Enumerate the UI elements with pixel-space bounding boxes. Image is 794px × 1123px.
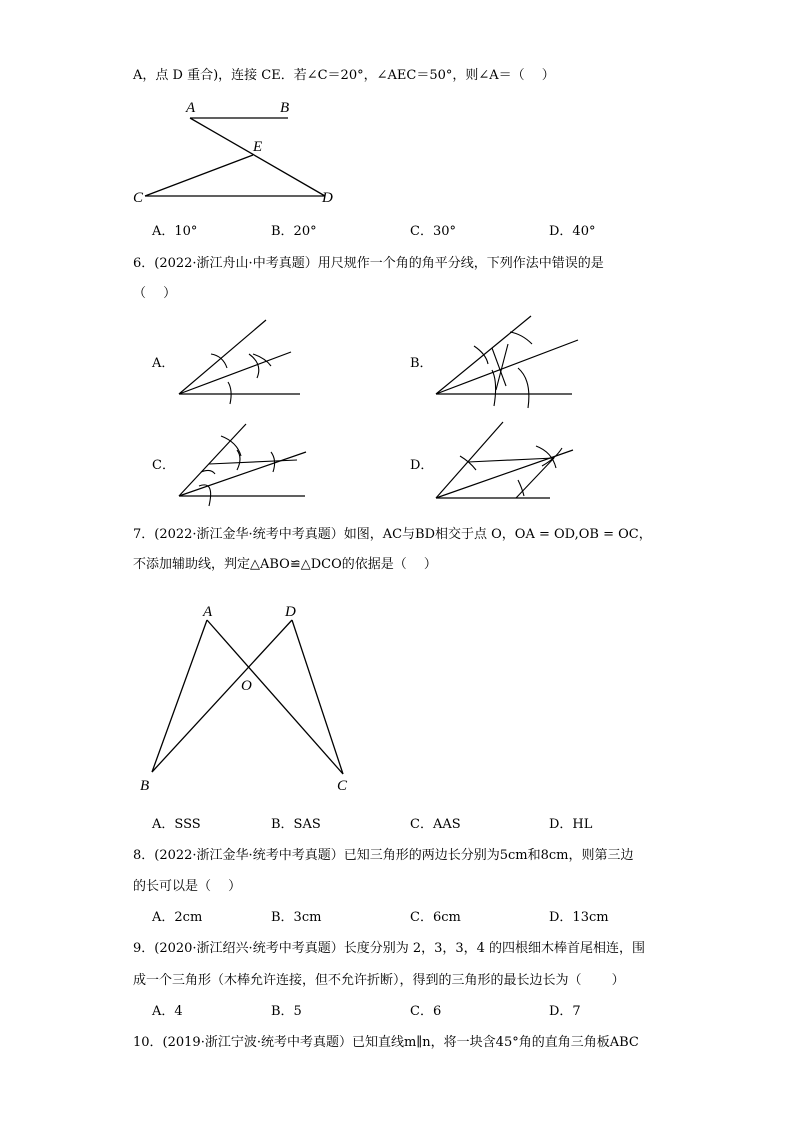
q7-option-b[interactable]: B．SAS (271, 817, 321, 832)
q5-option-a[interactable]: A．10° (152, 224, 198, 239)
q8-option-b[interactable]: B．3cm (271, 910, 322, 925)
q5-option-d[interactable]: D．40° (549, 224, 596, 239)
q7-label-a: A (203, 604, 213, 620)
q9-option-b[interactable]: B．5 (271, 1004, 302, 1019)
q9-stem-line2: 成一个三角形（木棒允许连接，但不允许折断），得到的三角形的最长边长为（ ） (133, 973, 625, 988)
q7-stem-line1: 7．(2022·浙江金华·统考中考真题）如图，AC与BD相交于点 O，OA = OD,OB = OC， (133, 527, 652, 542)
q5-option-c[interactable]: C．30° (410, 224, 456, 239)
q5-stem-tail: A，点 D 重合)，连接 CE．若∠C＝20°，∠AEC＝50°，则∠A＝（ ） (133, 68, 555, 83)
q5-label-b: B (280, 100, 290, 116)
q6-option-c-label[interactable]: C． (152, 458, 175, 473)
q7-label-c: C (337, 778, 348, 794)
q5-label-e: E (253, 139, 263, 155)
q7-option-a[interactable]: A．SSS (152, 817, 201, 832)
q6-option-d-figure (432, 420, 582, 505)
q9-stem-line1: 9．(2020·浙江绍兴·统考中考真题）长度分别为 2，3，3，4 的四根细木棒首尾相连，围 (133, 941, 646, 956)
q5-option-b[interactable]: B．20° (271, 224, 317, 239)
q9-option-c[interactable]: C．6 (410, 1004, 442, 1019)
q6-stem-line2: （ ） (133, 286, 177, 301)
q6-option-b-label[interactable]: B． (410, 356, 433, 371)
q7-label-d: D (285, 604, 296, 620)
q7-stem-line2: 不添加辅助线，判定△ABO≌△DCO的依据是（ ） (133, 557, 437, 572)
q7-option-d[interactable]: D．HL (549, 817, 593, 832)
q9-option-d[interactable]: D．7 (549, 1004, 581, 1019)
q6-option-a-label[interactable]: A． (152, 356, 175, 371)
q7-figure (135, 600, 365, 800)
q7-option-c[interactable]: C．AAS (410, 817, 461, 832)
q6-option-b-figure (432, 314, 582, 409)
q6-option-c-figure (175, 420, 310, 505)
q8-stem-line2: 的长可以是（ ） (133, 879, 242, 894)
q7-label-o: O (241, 678, 252, 694)
q5-label-d: D (322, 190, 333, 206)
q8-option-c[interactable]: C．6cm (410, 910, 461, 925)
q6-option-d-label[interactable]: D． (410, 458, 434, 473)
q8-option-d[interactable]: D．13cm (549, 910, 609, 925)
q6-option-a-figure (175, 318, 305, 408)
q9-option-a[interactable]: A．4 (152, 1004, 183, 1019)
q7-label-b: B (140, 778, 150, 794)
q5-label-c: C (133, 190, 144, 206)
q8-option-a[interactable]: A．2cm (152, 910, 203, 925)
q6-stem-line1: 6．(2022·浙江舟山·中考真题）用尺规作一个角的角平分线，下列作法中错误的是 (133, 256, 604, 271)
q5-figure (130, 98, 350, 218)
q5-label-a: A (186, 100, 196, 116)
q10-stem-line1: 10．(2019·浙江宁波·统考中考真题）已知直线m∥n，将一块含45°角的直角三角板ABC (133, 1035, 639, 1050)
q8-stem-line1: 8．(2022·浙江金华·统考中考真题）已知三角形的两边长分别为5cm和8cm，则第三边 (133, 848, 634, 863)
